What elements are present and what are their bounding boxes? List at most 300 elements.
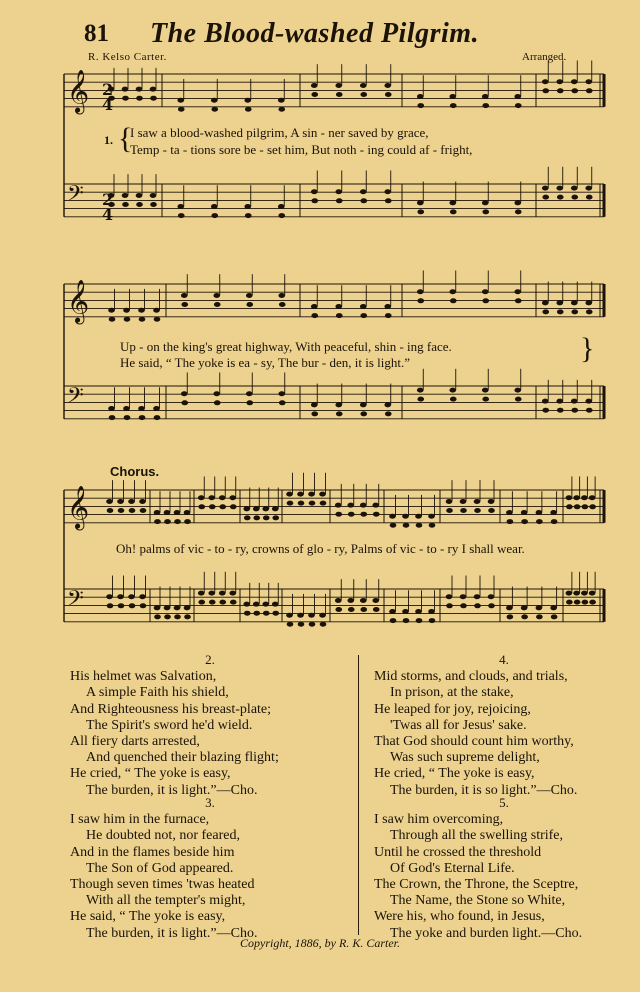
note-head [308, 492, 315, 497]
note-head [150, 96, 157, 101]
note-head [335, 189, 342, 194]
note-head [140, 603, 147, 608]
note-head [515, 209, 522, 214]
note-head [244, 204, 251, 209]
note-head [178, 107, 185, 112]
note-head [586, 195, 593, 200]
note-head [585, 399, 592, 404]
note-head [551, 614, 558, 619]
note-head [278, 391, 285, 396]
note-head [198, 504, 205, 509]
note-head [253, 611, 260, 616]
note-head [360, 304, 367, 309]
chorus-line: Oh! palms of vic - to - ry, crowns of glo - ry, Palms of vic - to - ry I shall wear. [116, 541, 525, 556]
note-head [286, 613, 293, 618]
note-head [586, 309, 593, 314]
note-head [164, 519, 171, 524]
note-head [360, 512, 367, 517]
note-head [417, 103, 424, 108]
note-head [360, 92, 367, 97]
note-head [556, 300, 563, 305]
note-head [556, 186, 563, 191]
note-head [245, 213, 252, 218]
note-head [589, 591, 596, 596]
note-head [557, 88, 564, 93]
note-head [571, 300, 578, 305]
note-head [123, 308, 130, 313]
stanza-line: Though seven times 'twas heated [70, 877, 255, 893]
note-head [181, 302, 188, 307]
note-head [262, 506, 269, 511]
note-head [460, 499, 467, 504]
note-head [243, 602, 250, 607]
note-head [335, 402, 342, 407]
verse-close-brace: } [580, 332, 595, 365]
note-head [446, 594, 453, 599]
note-head [243, 506, 250, 511]
note-head [164, 605, 171, 610]
stanza-line: All fiery darts arrested, [70, 734, 200, 750]
bass-clef: 𝄢 [67, 586, 84, 617]
verse-line-1a: I saw a blood-washed pilgrim, A sin - ner saved by grace, [130, 125, 429, 140]
note-head [211, 107, 218, 112]
note-head [117, 499, 124, 504]
note-head [542, 399, 549, 404]
note-head [124, 415, 131, 420]
note-head [106, 594, 113, 599]
note-head [150, 202, 157, 207]
note-head [178, 213, 185, 218]
note-head [136, 193, 143, 198]
note-head [514, 94, 521, 99]
note-head [136, 202, 143, 207]
note-head [348, 607, 355, 612]
note-head [118, 603, 125, 608]
note-head [507, 519, 514, 524]
note-head [278, 204, 285, 209]
note-head [384, 402, 391, 407]
note-head [571, 309, 578, 314]
note-head [309, 622, 316, 627]
note-head [542, 186, 549, 191]
note-head [557, 408, 564, 413]
note-head [107, 603, 114, 608]
note-head [557, 309, 564, 314]
note-head [253, 515, 260, 520]
note-head [229, 591, 236, 596]
note-head [320, 622, 327, 627]
note-head [585, 186, 592, 191]
note-head [536, 605, 543, 610]
note-head [335, 304, 342, 309]
hymn-number: 81 [84, 20, 109, 47]
stanza-line: His helmet was Salvation, [70, 669, 217, 685]
note-head [373, 607, 380, 612]
note-head [571, 186, 578, 191]
note-head [154, 519, 161, 524]
note-head [488, 499, 495, 504]
note-head [506, 510, 513, 515]
note-head [108, 308, 115, 313]
note-head [514, 289, 521, 294]
hymn-title: The Blood-washed Pilgrim. [150, 18, 480, 49]
note-head [515, 103, 522, 108]
treble-clef: 𝄞 [67, 278, 90, 323]
stanza-line: Mid storms, and clouds, and trials, [374, 669, 568, 685]
note-head [245, 107, 252, 112]
note-head [488, 594, 495, 599]
note-head [308, 613, 315, 618]
note-head [488, 603, 495, 608]
note-head [556, 79, 563, 84]
stanza-line: He doubted not, nor feared, [86, 828, 240, 844]
note-head [287, 622, 294, 627]
note-head [122, 96, 129, 101]
note-head [460, 594, 467, 599]
note-head [389, 609, 396, 614]
note-head [297, 613, 304, 618]
note-head [482, 289, 489, 294]
column-divider [358, 655, 359, 935]
note-head [586, 88, 593, 93]
stanza-line: A simple Faith his shield, [86, 685, 229, 701]
note-head [384, 189, 391, 194]
note-head [460, 603, 467, 608]
treble-clef: 𝄞 [67, 484, 90, 529]
note-head [128, 594, 135, 599]
note-head [287, 501, 294, 506]
note-head [208, 591, 215, 596]
stanza-line: Until he crossed the threshold [374, 844, 542, 860]
note-head [536, 614, 543, 619]
note-head [109, 317, 116, 322]
note-head [211, 213, 218, 218]
note-head [449, 94, 456, 99]
note-head [507, 614, 514, 619]
note-head [506, 605, 513, 610]
note-head [174, 519, 181, 524]
note-head [571, 408, 578, 413]
note-head [514, 200, 521, 205]
note-head [108, 406, 115, 411]
stanza-2 [70, 652, 350, 799]
note-head [573, 591, 580, 596]
time-signature: 4 [102, 95, 114, 114]
time-signature: 2 [102, 80, 114, 99]
note-head [446, 499, 453, 504]
stanza-4 [374, 652, 634, 799]
note-head [360, 607, 367, 612]
note-head [128, 499, 135, 504]
note-head [139, 415, 146, 420]
note-head [335, 512, 342, 517]
note-head [515, 397, 522, 402]
note-head [253, 602, 260, 607]
note-head [117, 594, 124, 599]
stanza-line: The burden, it is so light.”—Cho. [390, 782, 578, 798]
note-head [450, 209, 457, 214]
note-head [278, 98, 285, 103]
note-head [244, 515, 251, 520]
note-head [272, 515, 279, 520]
note-head [417, 298, 424, 303]
note-head [360, 189, 367, 194]
note-head [536, 510, 543, 515]
note-head [129, 603, 136, 608]
note-head [347, 503, 354, 508]
note-head [219, 504, 226, 509]
note-head [229, 495, 236, 500]
note-head [319, 613, 326, 618]
note-head [278, 107, 285, 112]
note-head [417, 397, 424, 402]
note-head [211, 204, 218, 209]
note-head [198, 591, 205, 596]
stanza-number: 3. [205, 795, 215, 810]
note-head [372, 598, 379, 603]
note-head [278, 213, 285, 218]
note-head [154, 614, 161, 619]
stanza-5 [374, 795, 634, 942]
note-head [449, 200, 456, 205]
note-head [154, 605, 161, 610]
note-head [336, 411, 343, 416]
note-head [107, 508, 114, 513]
stanza-line: The burden, it is light.”—Cho. [86, 782, 258, 798]
note-head [184, 605, 191, 610]
note-head [309, 501, 316, 506]
note-head [230, 600, 237, 605]
note-head [385, 313, 392, 318]
note-head [446, 508, 453, 513]
bass-clef: 𝄢 [67, 383, 84, 414]
note-head [209, 600, 216, 605]
note-head [139, 594, 146, 599]
note-head [428, 514, 435, 519]
stanza-line: That God should count him worthy, [374, 734, 574, 750]
stanza-line: The yoke and burden light.—Cho. [390, 925, 583, 941]
arranger-credit: Arranged. [522, 51, 567, 63]
note-head [521, 510, 528, 515]
note-head [198, 495, 205, 500]
note-head [417, 388, 424, 393]
copyright-notice: Copyright, 1886, by R. K. Carter. [240, 936, 401, 950]
note-head [219, 495, 226, 500]
note-head [417, 289, 424, 294]
note-head [122, 87, 129, 92]
note-head [550, 510, 557, 515]
note-head [181, 400, 188, 405]
note-head [139, 317, 146, 322]
stanza-line: Were his, who found, in Jesus, [374, 909, 545, 925]
note-head [360, 402, 367, 407]
note-head [138, 406, 145, 411]
note-head [129, 508, 136, 513]
note-head [482, 103, 489, 108]
note-head [311, 92, 318, 97]
note-head [403, 523, 410, 528]
note-head [184, 519, 191, 524]
note-head [384, 83, 391, 88]
note-head [449, 289, 456, 294]
note-head [335, 503, 342, 508]
note-head [390, 618, 397, 623]
note-head [360, 503, 367, 508]
note-head [246, 391, 253, 396]
note-head [542, 300, 549, 305]
note-head [311, 313, 318, 318]
note-head [542, 195, 549, 200]
note-head [574, 600, 581, 605]
note-head [140, 508, 147, 513]
note-head [279, 302, 286, 307]
note-head [429, 523, 436, 528]
note-head [446, 603, 453, 608]
note-head [360, 313, 367, 318]
note-head [589, 600, 596, 605]
bass-clef: 𝄢 [67, 181, 84, 212]
note-head [482, 298, 489, 303]
note-head [153, 308, 160, 313]
note-head [177, 204, 184, 209]
note-head [122, 193, 129, 198]
stanza-line: Through all the swelling strife, [390, 828, 564, 844]
stanza-line: He cried, “ The yoke is easy, [70, 766, 231, 782]
note-head [219, 600, 226, 605]
note-head [449, 388, 456, 393]
note-head [482, 209, 489, 214]
note-head [429, 618, 436, 623]
note-head [360, 411, 367, 416]
note-head [278, 293, 285, 298]
note-head [360, 83, 367, 88]
note-head [582, 504, 589, 509]
note-head [154, 317, 161, 322]
note-head [181, 391, 188, 396]
note-head [385, 411, 392, 416]
note-head [403, 618, 410, 623]
note-head [336, 198, 343, 203]
note-head [298, 622, 305, 627]
note-head [521, 605, 528, 610]
note-head [389, 514, 396, 519]
verse-brace: { [118, 122, 133, 155]
note-head [536, 519, 543, 524]
stanza-line: The burden, it is light.”—Cho. [86, 925, 258, 941]
note-head [246, 302, 253, 307]
note-head [488, 508, 495, 513]
stanza-line: He cried, “ The yoke is easy, [374, 766, 535, 782]
note-head [571, 399, 578, 404]
note-head [402, 609, 409, 614]
note-head [136, 87, 143, 92]
note-head [150, 87, 157, 92]
note-head [311, 189, 318, 194]
note-head [335, 83, 342, 88]
note-head [566, 591, 573, 596]
note-head [589, 495, 596, 500]
note-head [184, 614, 191, 619]
note-head [335, 598, 342, 603]
note-head [557, 195, 564, 200]
stanza-line: And Righteousness his breast-plate; [70, 701, 272, 717]
stanza-line: The Spirit's sword he'd wield. [86, 717, 253, 733]
note-head [542, 88, 549, 93]
note-head [450, 103, 457, 108]
note-head [585, 300, 592, 305]
stanza-3 [70, 795, 350, 942]
note-head [109, 415, 116, 420]
note-head [589, 504, 596, 509]
note-head [262, 602, 269, 607]
note-head [122, 202, 129, 207]
note-head [272, 602, 279, 607]
note-head [385, 198, 392, 203]
note-head [482, 388, 489, 393]
note-head [482, 200, 489, 205]
author-credit: R. Kelso Carter. [88, 51, 167, 63]
note-head [286, 492, 293, 497]
verse-line-2b: He said, “ The yoke is ea - sy, The bur - den, it is light.” [120, 355, 411, 370]
note-head [246, 293, 253, 298]
note-head [373, 512, 380, 517]
note-head [154, 415, 161, 420]
note-head [164, 614, 171, 619]
note-head [272, 506, 279, 511]
note-head [311, 198, 318, 203]
stanza-line: He said, “ The yoke is easy, [70, 909, 226, 925]
note-head [416, 618, 423, 623]
note-head [402, 514, 409, 519]
note-head [208, 495, 215, 500]
note-head [319, 492, 326, 497]
note-head [320, 501, 327, 506]
note-head [581, 591, 588, 596]
note-head [139, 499, 146, 504]
note-head [450, 397, 457, 402]
stanza-line: And quenched their blazing flight; [86, 750, 279, 766]
note-head [246, 400, 253, 405]
note-head [184, 510, 191, 515]
note-head [582, 600, 589, 605]
note-head [214, 302, 221, 307]
note-head [213, 293, 220, 298]
note-head [263, 515, 270, 520]
note-head [521, 519, 528, 524]
note-head [482, 397, 489, 402]
note-head [450, 298, 457, 303]
note-head [514, 388, 521, 393]
stanza-number: 5. [499, 795, 509, 810]
note-head [360, 198, 367, 203]
stanza-line: The Son of God appeared. [86, 860, 234, 876]
note-head [385, 92, 392, 97]
note-head [154, 510, 161, 515]
note-head [573, 495, 580, 500]
note-head [417, 94, 424, 99]
note-head [348, 512, 355, 517]
note-head [124, 317, 131, 322]
note-head [428, 609, 435, 614]
note-head [174, 510, 181, 515]
note-head [556, 399, 563, 404]
note-head [585, 79, 592, 84]
note-head [253, 506, 260, 511]
note-head [542, 309, 549, 314]
note-head [335, 607, 342, 612]
stanza-number: 2. [205, 652, 215, 667]
note-head [566, 495, 573, 500]
